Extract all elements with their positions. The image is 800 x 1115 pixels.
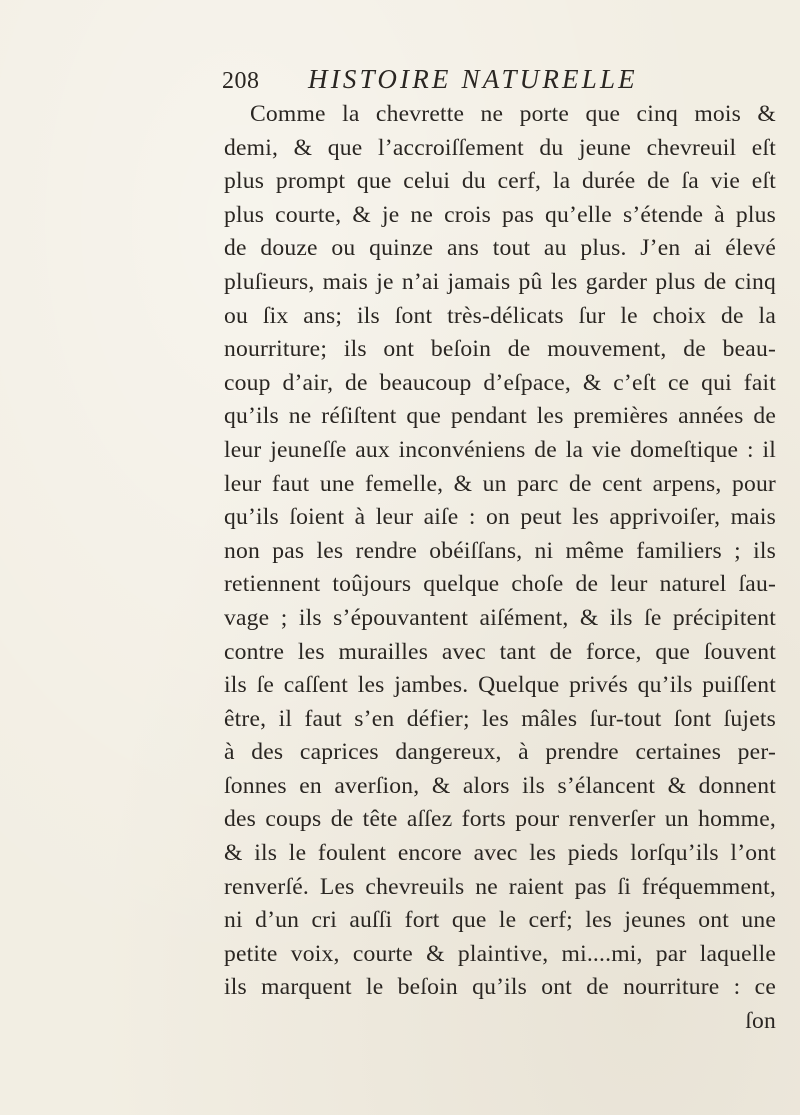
text-line: plus prompt que celui du cerf, la durée de ſa vie eſt — [224, 168, 776, 195]
text-line: retiennent toûjours quelque choſe de leur naturel ſau- — [224, 571, 776, 598]
text-line: qu’ils ne réſiſtent que pendant les premières années de — [224, 403, 776, 430]
text-line: Comme la chevrette ne porte que cinq mois & — [250, 101, 776, 127]
text-line: non pas les rendre obéiſſans, ni même familiers ; ils — [224, 537, 776, 564]
text-line: plus courte, & je ne crois pas qu’elle s’étende à plus — [224, 201, 776, 228]
text-line: coup d’air, de beaucoup d’eſpace, & c’eſt ce qui fait — [224, 369, 776, 396]
text-line: ni d’un cri auſſi fort que le cerf; les jeunes ont une — [224, 907, 776, 934]
text-line: ou ſix ans; ils ſont très-délicats ſur le choix de la — [224, 302, 776, 329]
text-line: être, il faut s’en défier; les mâles ſur-tout ſont ſujets — [224, 705, 776, 732]
text-line: demi, & que l’accroiſſement du jeune chevreuil eſt — [224, 134, 776, 161]
text-line: des coups de tête aſſez forts pour renverſer un homme, — [224, 806, 776, 833]
text-line: nourriture; ils ont beſoin de mouvement, de beau- — [224, 336, 776, 363]
page-number: 208 — [222, 68, 260, 94]
text-line: ſon — [745, 1008, 776, 1035]
text-line: pluſieurs, mais je n’ai jamais pû les garder plus de cinq — [224, 268, 776, 295]
text-line: renverſé. Les chevreuils ne raient pas ſi fréquemment, — [224, 873, 776, 900]
text-line: qu’ils ſoient à leur aiſe : on peut les apprivoiſer, mais — [224, 504, 776, 531]
text-line: à des caprices dangereux, à prendre certaines per- — [224, 739, 776, 766]
text-line: vage ; ils s’épouvantent aiſément, & ils ſe précipitent — [224, 604, 776, 631]
text-line: ils marquent le beſoin qu’ils ont de nourriture : ce — [224, 974, 776, 1001]
body-text — [224, 98, 776, 1039]
text-line: de douze ou quinze ans tout au plus. J’en ai élevé — [224, 235, 776, 262]
text-line: leur faut une femelle, & un parc de cent arpens, pour — [224, 470, 776, 497]
text-line: contre les murailles avec tant de force, que ſouvent — [224, 638, 776, 665]
text-line: leur jeuneſſe aux inconvéniens de la vie domeſtique : il — [224, 436, 776, 463]
text-line: petite voix, courte & plaintive, mi....mi, par laquelle — [224, 940, 776, 967]
running-title: HISTOIRE NATURELLE — [308, 64, 638, 94]
text-line: ſonnes en averſion, & alors ils s’élancent & donnent — [224, 772, 776, 799]
page-header — [222, 62, 682, 102]
text-line: ils ſe caſſent les jambes. Quelque privés qu’ils puiſſent — [224, 672, 776, 699]
text-line: & ils le foulent encore avec les pieds lorſqu’ils l’ont — [224, 840, 776, 867]
